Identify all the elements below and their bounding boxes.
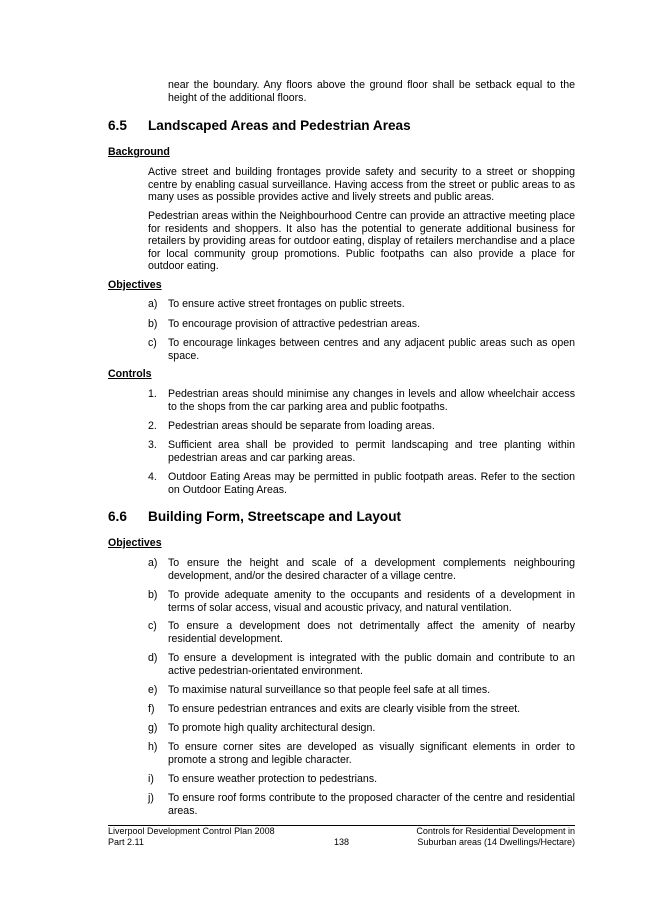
list-item bbox=[148, 439, 575, 464]
list-marker: 1. bbox=[148, 388, 157, 400]
list-marker: b) bbox=[148, 589, 158, 601]
list-marker: 3. bbox=[148, 439, 157, 451]
list-item-text: To provide adequate amenity to the occupants and residents of a development in terms of solar access, visual and acoustic privacy, and natural ventilation. bbox=[168, 589, 575, 614]
list-item bbox=[148, 557, 575, 582]
list-item-text: Pedestrian areas should be separate from loading areas. bbox=[168, 420, 435, 432]
section-title: Building Form, Streetscape and Layout bbox=[148, 509, 402, 524]
list-marker: a) bbox=[148, 298, 158, 310]
list-marker: c) bbox=[148, 620, 157, 632]
list-item bbox=[148, 420, 575, 433]
footer-plan-title: Liverpool Development Control Plan 2008 bbox=[108, 826, 275, 836]
list-item-text: To ensure corner sites are developed as visually significant elements in order to promote a strong and legible character. bbox=[168, 741, 575, 766]
section-heading-6-6 bbox=[108, 509, 401, 525]
list-item bbox=[148, 652, 575, 677]
list-item bbox=[148, 318, 575, 331]
list-marker: d) bbox=[148, 652, 158, 664]
list-item bbox=[148, 337, 575, 362]
list-item bbox=[148, 589, 575, 614]
list-item bbox=[148, 773, 575, 786]
list-item bbox=[148, 722, 575, 735]
list-item bbox=[148, 703, 575, 716]
background-paragraph: Pedestrian areas within the Neighbourhood Centre can provide an attractive meeting place for residents and shoppers. It also has the potential to generate additional business for retailers by providing areas for outdoor eating, display of retailers merchandise and a place for local community group promotions. Public footpaths can also provide a place for outdoor eating. bbox=[148, 210, 575, 273]
list-item-text: To ensure active street frontages on public streets. bbox=[168, 298, 405, 310]
continuation-paragraph: near the boundary. Any floors above the ground floor shall be setback equal to the height of the additional floors. bbox=[168, 79, 575, 104]
list-marker: b) bbox=[148, 318, 158, 330]
list-item-text: Sufficient area shall be provided to permit landscaping and tree planting within pedestrian areas and car parking areas. bbox=[168, 439, 575, 464]
list-item bbox=[148, 388, 575, 413]
list-item bbox=[148, 620, 575, 645]
list-marker: h) bbox=[148, 741, 158, 753]
section-number: 6.5 bbox=[108, 118, 127, 133]
list-item-text: To promote high quality architectural design. bbox=[168, 722, 376, 734]
section-heading-6-5 bbox=[108, 118, 411, 134]
list-item bbox=[148, 471, 575, 496]
section-number: 6.6 bbox=[108, 509, 127, 524]
list-marker: 4. bbox=[148, 471, 157, 483]
list-item-text: To encourage linkages between centres and any adjacent public areas such as open space. bbox=[168, 337, 575, 362]
controls-heading: Controls bbox=[108, 368, 152, 380]
footer-section-subtitle: Suburban areas (14 Dwellings/Hectare) bbox=[417, 837, 575, 847]
section-title: Landscaped Areas and Pedestrian Areas bbox=[148, 118, 411, 133]
list-marker: 2. bbox=[148, 420, 157, 432]
footer-part: Part 2.11 bbox=[108, 837, 144, 847]
list-item-text: Pedestrian areas should minimise any changes in levels and allow wheelchair access to the shops from the car parking area and public footpaths. bbox=[168, 388, 575, 413]
list-item-text: Outdoor Eating Areas may be permitted in public footpath areas. Refer to the section on Outdoor Eating Areas. bbox=[168, 471, 575, 496]
objectives-heading: Objectives bbox=[108, 537, 162, 549]
list-item-text: To encourage provision of attractive pedestrian areas. bbox=[168, 318, 421, 330]
page-number: 138 bbox=[333, 837, 350, 847]
list-marker: g) bbox=[148, 722, 158, 734]
list-item-text: To ensure roof forms contribute to the proposed character of the centre and residential areas. bbox=[168, 792, 575, 817]
objectives-heading: Objectives bbox=[108, 279, 162, 291]
list-item bbox=[148, 684, 575, 697]
background-paragraph: Active street and building frontages provide safety and security to a street or shopping centre by enabling casual surveillance. Having access from the street or public areas to as many uses as possible provides active and lively streets and public areas. bbox=[148, 166, 575, 204]
list-item-text: To ensure weather protection to pedestrians. bbox=[168, 773, 378, 785]
list-item-text: To maximise natural surveillance so that people feel safe at all times. bbox=[168, 684, 491, 696]
background-heading: Background bbox=[108, 146, 170, 158]
list-item bbox=[148, 298, 575, 311]
list-item-text: To ensure the height and scale of a development complements neighbouring development, and/or the desired character of a village centre. bbox=[168, 557, 575, 582]
page-footer bbox=[108, 825, 575, 850]
list-marker: c) bbox=[148, 337, 157, 349]
list-marker: a) bbox=[148, 557, 158, 569]
footer-section-title: Controls for Residential Development in bbox=[416, 826, 575, 836]
list-item bbox=[148, 741, 575, 766]
list-item-text: To ensure a development is integrated with the public domain and contribute to an active pedestrian-orientated environment. bbox=[168, 652, 575, 677]
list-item bbox=[148, 792, 575, 817]
list-item-text: To ensure a development does not detrimentally affect the amenity of nearby residential development. bbox=[168, 620, 575, 645]
footer-right bbox=[355, 826, 575, 848]
list-marker: i) bbox=[148, 773, 154, 785]
list-item-text: To ensure pedestrian entrances and exits are clearly visible from the street. bbox=[168, 703, 521, 715]
list-marker: j) bbox=[148, 792, 154, 804]
list-marker: e) bbox=[148, 684, 158, 696]
list-marker: f) bbox=[148, 703, 155, 715]
